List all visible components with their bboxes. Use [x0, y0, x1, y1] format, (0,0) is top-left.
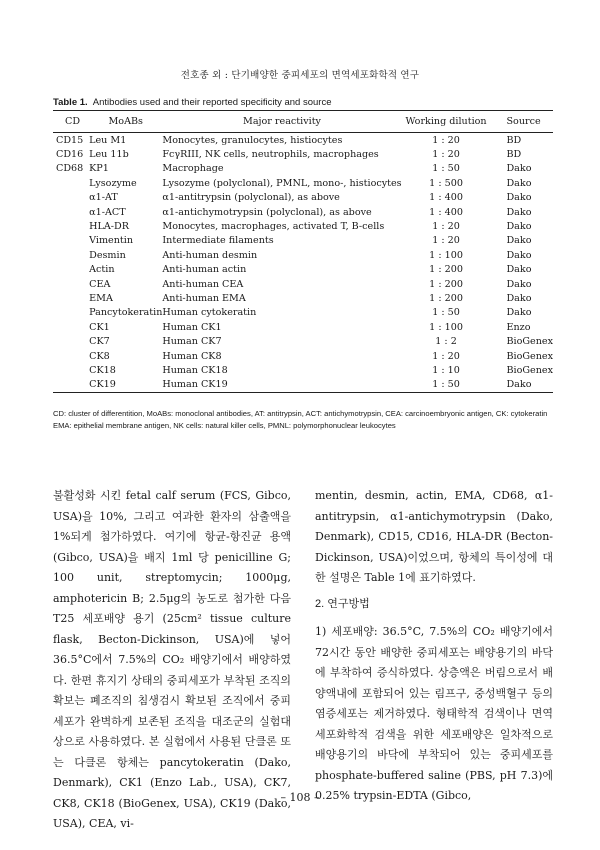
- table-cell-cd: [53, 291, 89, 305]
- table-cell-source: Enzo: [506, 321, 531, 333]
- table-cell-reactivity: Anti-human desmin: [162, 249, 258, 261]
- table-row: [53, 248, 553, 262]
- table-cell-source: BioGenex: [506, 364, 553, 376]
- section-heading: 2. 연구방법: [315, 597, 370, 610]
- table-row: [53, 219, 553, 233]
- table-row: [53, 147, 553, 161]
- table-row: [53, 176, 553, 190]
- table-cell-cd: [53, 205, 89, 219]
- body-paragraph-methods: 1) 세포배양: 36.5°C, 7.5%의 CO₂ 배양기에서 72시간 동안 배양한 중피세포는 배양용기의 바닥에 부착하여 증식하였다. 상층액은 버림으로서 배양액내에 포함되어 있는 림프구, 중성백혈구 등의 염증세포는 제거하였다. 형태학적 검색이나 면역세포화학적 검색을 위한 세포배양은 일차적으로 배양용기의 바닥에 부착되어 있는 중피세포를 phosphate-buffered saline (PBS, pH 7.3)에 0.25% trypsin-EDTA (Gibco,: [315, 625, 553, 802]
- table-cell-reactivity: Macrophage: [162, 163, 224, 175]
- table-cell-dilution: 1 : 100: [429, 249, 463, 261]
- table-row: [53, 234, 553, 248]
- header-dilution: Working dilution: [405, 116, 487, 127]
- table-cell-dilution: 1 : 200: [429, 264, 463, 276]
- table-cell-reactivity: Anti-human EMA: [162, 292, 246, 304]
- table-cell-source: Dako: [506, 177, 532, 189]
- table-cell-moab: Leu 11b: [89, 149, 129, 161]
- table-cell-dilution: 1 : 20: [432, 350, 460, 362]
- body-column-right: [315, 486, 553, 807]
- table-cell-cd: [53, 176, 89, 190]
- table-cell-moab: α1-AT: [89, 192, 118, 204]
- table-cell-dilution: 1 : 500: [429, 177, 463, 189]
- header-moabs: MoABs: [108, 116, 143, 127]
- table-cell-dilution: 1 : 2: [435, 336, 457, 348]
- table-cell-moab: CEA: [89, 278, 111, 290]
- table-cell-source: Dako: [506, 192, 532, 204]
- table-cell-source: Dako: [506, 278, 532, 290]
- table-cell-moab: CK1: [89, 321, 110, 333]
- table-cell-dilution: 1 : 50: [432, 163, 460, 175]
- table-cell-reactivity: FcγRIII, NK cells, neutrophils, macrophages: [162, 149, 379, 161]
- table-cell-moab: CK18: [89, 364, 116, 376]
- table-cell-moab: CK19: [89, 379, 116, 391]
- table-row: [53, 320, 553, 334]
- table-cell-reactivity: Lysozyme (polyclonal), PMNL, mono-, histiocytes: [162, 177, 402, 189]
- table-row: [53, 191, 553, 205]
- table-cell-reactivity: Monocytes, macrophages, activated T, B-cells: [162, 221, 385, 233]
- table-cell-cd: [53, 219, 89, 233]
- table-cell-reactivity: Human cytokeratin: [162, 307, 257, 319]
- table-cell-moab: α1-ACT: [89, 206, 126, 218]
- table-cell-source: Dako: [506, 221, 532, 233]
- table-row: [53, 306, 553, 320]
- table-cell-cd: [53, 191, 89, 205]
- table-row: [53, 277, 553, 291]
- table-cell-dilution: 1 : 400: [429, 206, 463, 218]
- table-cell-moab: Vimentin: [89, 235, 134, 247]
- table-row: [53, 133, 553, 148]
- table-cell-source: Dako: [506, 292, 532, 304]
- table-cell-reactivity: Human CK1: [162, 321, 222, 333]
- table-cell-dilution: 1 : 200: [429, 292, 463, 304]
- table-cell-cd: [53, 320, 89, 334]
- table-cell-source: BD: [506, 134, 522, 146]
- table-cell-reactivity: Human CK19: [162, 379, 228, 391]
- table-caption: [53, 97, 332, 108]
- table-cell-moab: Leu M1: [89, 134, 127, 146]
- antibody-table-wrap: [53, 110, 553, 393]
- table-cell-reactivity: Human CK7: [162, 336, 222, 348]
- table-cell-dilution: 1 : 20: [432, 134, 460, 146]
- table-cell-cd: [53, 334, 89, 348]
- header-cd: CD: [65, 116, 81, 127]
- table-cell-source: BioGenex: [506, 350, 553, 362]
- table-cell-dilution: 1 : 20: [432, 235, 460, 247]
- table-cell-reactivity: Anti-human actin: [162, 264, 247, 276]
- table-row: [53, 334, 553, 348]
- table-cell-reactivity: Intermediate filaments: [162, 235, 274, 247]
- table-cell-source: Dako: [506, 206, 532, 218]
- table-cell-dilution: 1 : 200: [429, 278, 463, 290]
- table-cell-reactivity: Anti-human CEA: [162, 278, 244, 290]
- table-cell-reactivity: α1-antitrypsin (polyclonal), as above: [162, 192, 340, 204]
- table-row: [53, 349, 553, 363]
- table-cell-cd: CD16: [56, 149, 84, 161]
- table-cell-moab: CK7: [89, 336, 110, 348]
- table-body: [53, 133, 553, 393]
- table-header-row: [53, 111, 553, 133]
- table-cell-dilution: 1 : 50: [432, 307, 460, 319]
- table-cell-cd: [53, 378, 89, 393]
- table-footnote: CD: cluster of differentition, MoABs: monoclonal antibodies, AT: antitrypsin, ACT: antichymotrypsin, CEA: carcinoembryonic antigen, CK: cytokeratin EMA: epithelial membrane antigen, NK cells: natural killer cells, PMNL: polymorphonuclear leukocytes: [53, 409, 548, 430]
- table-cell-source: BioGenex: [506, 336, 553, 348]
- body-column-left: [53, 486, 291, 835]
- table-cell-moab: EMA: [89, 292, 113, 304]
- table-cell-cd: [53, 248, 89, 262]
- table-cell-moab: Pancytokeratin: [89, 307, 163, 319]
- table-label: Table 1.: [53, 97, 88, 108]
- header-source: Source: [506, 116, 541, 127]
- table-row: [53, 378, 553, 393]
- table-cell-cd: [53, 263, 89, 277]
- table-cell-reactivity: Human CK8: [162, 350, 222, 362]
- table-row: [53, 263, 553, 277]
- table-cell-dilution: 1 : 50: [432, 379, 460, 391]
- antibody-table: [53, 110, 553, 393]
- table-row: [53, 205, 553, 219]
- table-cell-source: Dako: [506, 264, 532, 276]
- body-paragraph-right: mentin, desmin, actin, EMA, CD68, α1-antitrypsin, α1-antichymotrypsin (Dako, Denmark), CD15, CD16, HLA-DR (Becton-Dickinson, USA)이었으며, 항체의 특이성에 대한 설명은 Table 1에 표기하였다.: [315, 489, 553, 584]
- page-number: – 108 –: [280, 791, 320, 804]
- table-cell-dilution: 1 : 20: [432, 221, 460, 233]
- table-cell-moab: Actin: [89, 264, 115, 276]
- table-cell-source: Dako: [506, 379, 532, 391]
- body-paragraph-left: 불활성화 시킨 fetal calf serum (FCS, Gibco, USA)을 10%, 그리고 여과한 환자의 삼출액을 1%되게 첨가하였다. 여기에 항균-항진균 용액(Gibco, USA)을 배지 1ml 당 penicilline G; 100 unit, streptomycin; 1000μg, amphotericin B; 2.5μg의 농도로 첨가한 다음 T25 세포배양 용기 (25cm² tissue culture flask, Becton-Dickinson, USA)에 넣어 36.5°C에서 7.5%의 CO₂ 배양기에서 배양하였다. 한편 휴지기 상태의 중피세포가 부착된 조직의 확보는 폐조직의 침생검시 확보된 조직에서 중피세포가 완벽하게 보존된 조직을 대조군의 실험대상으로 사용하였다. 본 실험에서 사용된 단클론 또는 다클론 항체는 pancytokeratin (Dako, Denmark), CK1 (Enzo Lab., USA), CK7, CK8, CK18 (BioGenex, USA), CK19 (Dako, USA), CEA, vi-: [53, 489, 291, 830]
- table-cell-reactivity: Human CK18: [162, 364, 228, 376]
- table-row: [53, 363, 553, 377]
- table-row: [53, 162, 553, 176]
- table-cell-source: Dako: [506, 307, 532, 319]
- table-cell-moab: Desmin: [89, 249, 126, 261]
- table-cell-cd: [53, 277, 89, 291]
- table-cell-cd: CD68: [56, 163, 84, 175]
- table-cell-moab: Lysozyme: [89, 177, 137, 189]
- table-cell-source: Dako: [506, 163, 532, 175]
- table-cell-reactivity: Monocytes, granulocytes, histiocytes: [162, 134, 343, 146]
- table-cell-source: Dako: [506, 235, 532, 247]
- table-cell-cd: [53, 234, 89, 248]
- table-cell-dilution: 1 : 400: [429, 192, 463, 204]
- table-cell-moab: HLA-DR: [89, 221, 129, 233]
- table-cell-moab: CK8: [89, 350, 110, 362]
- table-row: [53, 291, 553, 305]
- table-cell-cd: CD15: [56, 134, 84, 146]
- table-cell-cd: [53, 363, 89, 377]
- table-cell-source: Dako: [506, 249, 532, 261]
- table-caption-text: Antibodies used and their reported specificity and source: [92, 97, 332, 108]
- table-cell-cd: [53, 349, 89, 363]
- table-cell-source: BD: [506, 149, 522, 161]
- table-cell-moab: KP1: [89, 163, 109, 175]
- table-cell-reactivity: α1-antichymotrypsin (polyclonal), as above: [162, 206, 372, 218]
- header-reactivity: Major reactivity: [243, 116, 321, 127]
- table-cell-cd: [53, 306, 89, 320]
- running-head: 전호종 외 : 단기배양한 중피세포의 면역세포화학적 연구: [180, 70, 420, 81]
- table-cell-dilution: 1 : 20: [432, 149, 460, 161]
- table-cell-dilution: 1 : 100: [429, 321, 463, 333]
- table-cell-dilution: 1 : 10: [432, 364, 460, 376]
